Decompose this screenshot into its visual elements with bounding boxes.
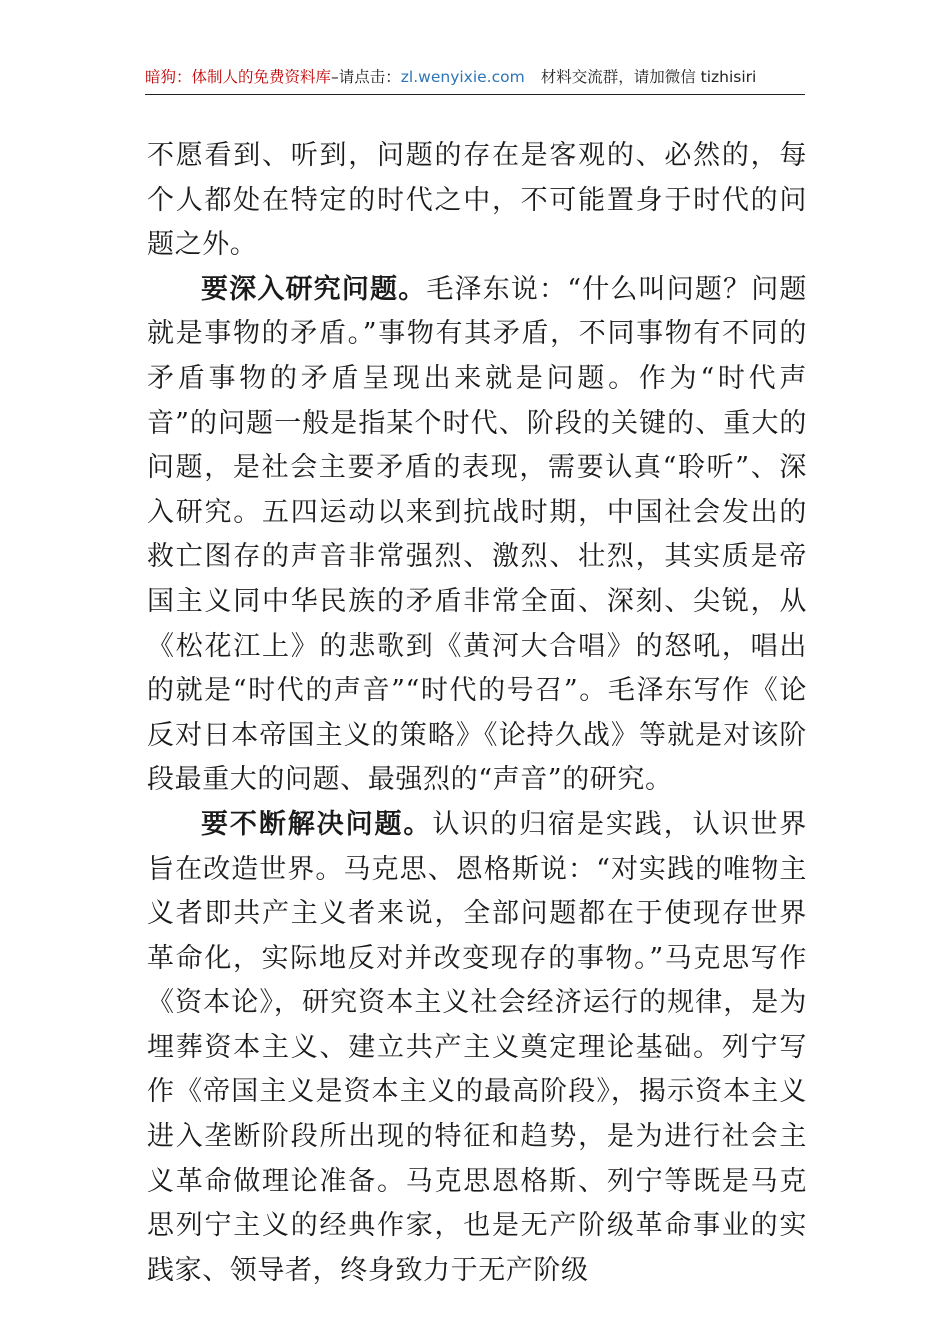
header-prompt: –请点击：: [331, 68, 401, 86]
paragraph-research-problems: [147, 268, 807, 803]
paragraph-lead: 要深入研究问题。: [201, 273, 427, 305]
paragraph-lead: 要不断解决问题。: [201, 808, 433, 840]
paragraph-continued: [147, 134, 807, 268]
paragraph-text: 认识的归宿是实践，认识世界旨在改造世界。马克思、恩格斯说：“对实践的唯物主义者即共产主义者来说，全部问题都在于使现存世界革命化，实际地反对并改变现存的事物。”马克思写作《资本论》，研究资本主义社会经济运行的规律，是为埋葬资本主义、建立共产主义奠定理论基础。列宁写作《帝国主义是资本主义的最高阶段》，揭示资本主义进入垄断阶段所出现的特征和趋势，是为进行社会主义革命做理论准备。马克思恩格斯、列宁等既是马克思列宁主义的经典作家，也是无产阶级革命事业的实践家、领导者，终身致力于无产阶级: [147, 808, 807, 1286]
paragraph-solve-problems: [147, 803, 807, 1294]
header-group-note: 材料交流群，请加微信 tizhisiri: [540, 68, 757, 86]
page-header: [145, 66, 805, 95]
header-link[interactable]: zl.wenyixie.com: [400, 68, 525, 86]
document-body: [147, 134, 807, 1293]
paragraph-text: 不愿看到、听到，问题的存在是客观的、必然的，每个人都处在特定的时代之中，不可能置身于时代的问题之外。: [147, 140, 807, 261]
header-brand: 暗狗：体制人的免费资料库: [145, 68, 332, 86]
paragraph-text: 毛泽东说：“什么叫问题？问题就是事物的矛盾。”事物有其矛盾，不同事物有不同的矛盾事物的矛盾呈现出来就是问题。作为“时代声音”的问题一般是指某个时代、阶段的关键的、重大的问题，是社会主要矛盾的表现，需要认真“聆听”、深入研究。五四运动以来到抗战时期，中国社会发出的救亡图存的声音非常强烈、激烈、壮烈，其实质是帝国主义同中华民族的矛盾非常全面、深刻、尖锐，从《松花江上》的悲歌到《黄河大合唱》的怒吼，唱出的就是“时代的声音”“时代的号召”。毛泽东写作《论反对日本帝国主义的策略》《论持久战》等就是对该阶段最重大的问题、最强烈的“声音”的研究。: [147, 273, 807, 796]
